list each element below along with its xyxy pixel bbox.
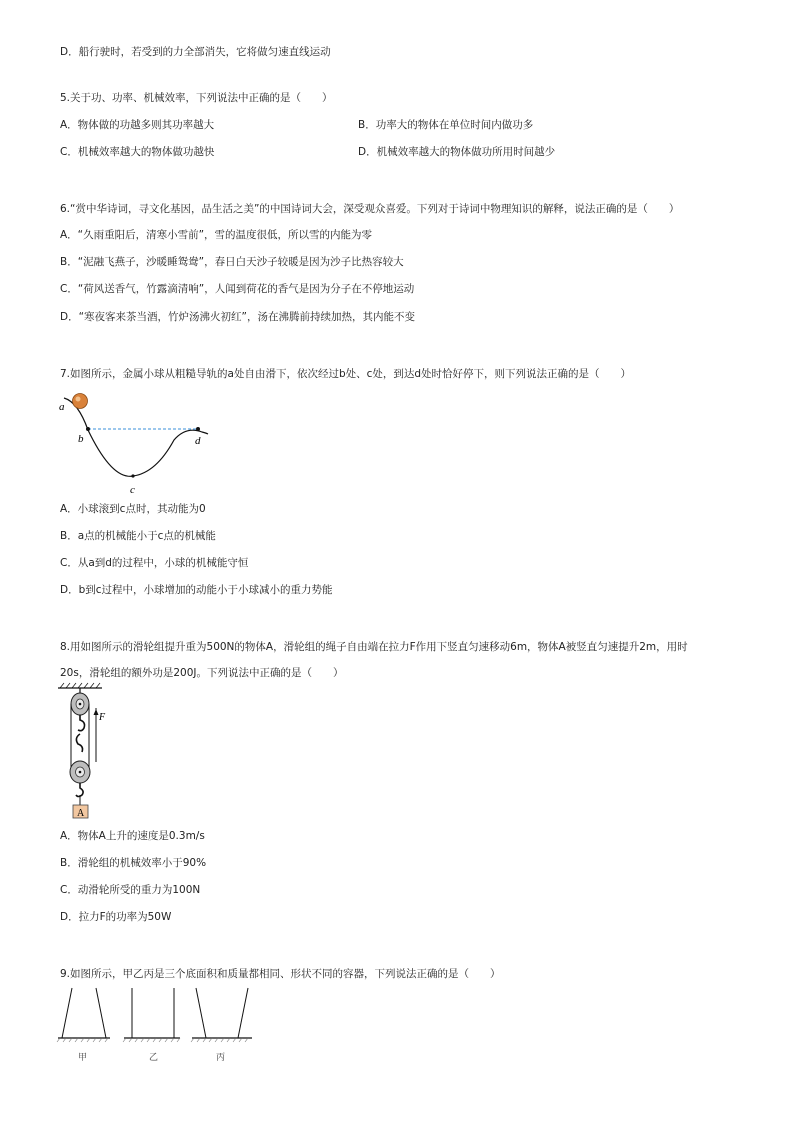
q8-option-d: D．拉力F的功率为50W	[60, 911, 172, 923]
q8-option-a: A．物体A上升的速度是0.3m/s	[60, 830, 205, 842]
q5-option-b: B．功率大的物体在单位时间内做功多	[358, 119, 534, 131]
label-a: a	[59, 401, 65, 413]
label-bing: 丙	[216, 1053, 226, 1063]
force-label-f: F	[99, 712, 106, 723]
q6-stem: 6.“赏中华诗词，寻文化基因，品生活之美”的中国诗词大会，深受观众喜爱。下列对于诗词中物理知识的解释，说法正确的是（ ）	[60, 203, 680, 215]
label-d: d	[195, 435, 201, 447]
q6-option-c: C．“荷风送香气，竹露滴清响”，人闻到荷花的香气是因为分子在不停地运动	[60, 283, 415, 295]
label-c: c	[130, 484, 135, 496]
block-label-a: A	[77, 808, 85, 819]
q8-stem-line2: 20s，滑轮组的额外功是200J。下列说法中正确的是（ ）	[60, 667, 344, 679]
q5-option-c: C．机械效率越大的物体做功越快	[60, 146, 215, 158]
q8-stem-line1: 8.用如图所示的滑轮组提升重为500N的物体A，滑轮组的绳子自由端在拉力F作用下竖直匀速移动6m，物体A被竖直匀速提升2m，用时	[60, 641, 688, 653]
label-b: b	[78, 433, 84, 445]
q6-option-b: B．“泥融飞燕子，沙暖睡鸳鸯”，春日白天沙子较暖是因为沙子比热容较大	[60, 256, 404, 268]
q7-track-figure	[56, 388, 216, 500]
label-yi: 乙	[149, 1053, 159, 1063]
q9-containers-figure	[56, 986, 256, 1066]
q7-option-a: A．小球滚到c点时，其动能为0	[60, 503, 206, 515]
q5-option-a: A．物体做的功越多则其功率越大	[60, 119, 215, 131]
label-jia: 甲	[78, 1053, 88, 1063]
q8-option-b: B．滑轮组的机械效率小于90%	[60, 857, 207, 869]
q5-stem: 5.关于功、功率、机械效率，下列说法中正确的是（ ）	[60, 92, 333, 104]
q6-option-d: D．“寒夜客来茶当酒，竹炉汤沸火初红”，汤在沸腾前持续加热，其内能不变	[60, 311, 415, 323]
q7-option-b: B．a点的机械能小于c点的机械能	[60, 530, 216, 542]
q7-stem: 7.如图所示，金属小球从粗糙导轨的a处自由滑下，依次经过b处、c处，到达d处时恰好停下，则下列说法正确的是（ ）	[60, 368, 632, 380]
q4-option-d: D．船行驶时，若受到的力全部消失，它将做匀速直线运动	[60, 46, 331, 58]
q7-option-c: C．从a到d的过程中，小球的机械能守恒	[60, 557, 249, 569]
q8-pulley-figure	[56, 682, 126, 822]
q9-stem: 9.如图所示，甲乙丙是三个底面积和质量都相同、形状不同的容器，下列说法正确的是（ ）	[60, 968, 501, 980]
q6-option-a: A．“久雨重阳后，清寒小雪前”，雪的温度很低，所以雪的内能为零	[60, 229, 373, 241]
q7-option-d: D．b到c过程中，小球增加的动能小于小球减小的重力势能	[60, 584, 333, 596]
q5-option-d: D．机械效率越大的物体做功所用时间越少	[358, 146, 556, 158]
q8-option-c: C．动滑轮所受的重力为100N	[60, 884, 201, 896]
